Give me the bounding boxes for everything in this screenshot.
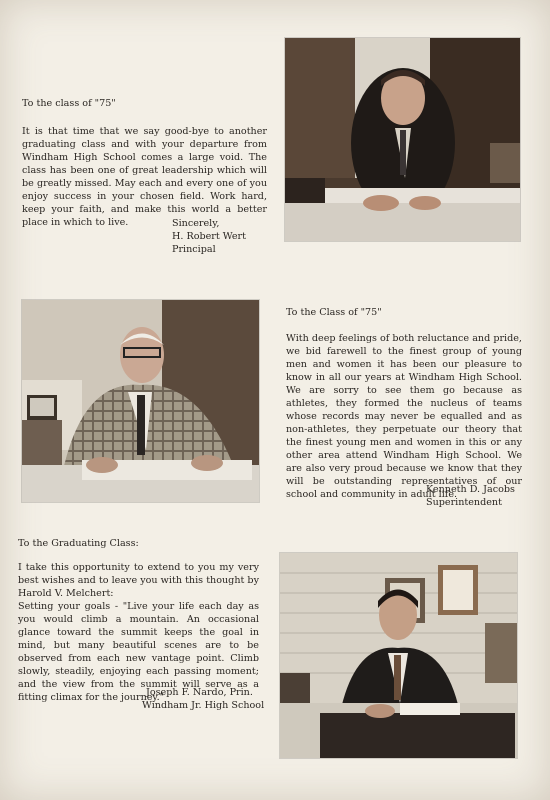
letter2-title: Superintendent: [426, 497, 502, 508]
principal-photo: [285, 38, 520, 241]
superintendent-photo: [22, 300, 259, 502]
letter3-signature: [142, 686, 264, 712]
letter3-quote: Setting your goals - "Live your life each day as you would climb a mountain. An occasional glance toward the summit keeps the goal in mind, but many beautiful scenes are to be observed from each new vantage point. Climb slowly, steadily, enjoying each passing moment; and the view from the summit will serve as a fitting climax for the journey.": [18, 601, 259, 703]
letter2-signature: [426, 483, 515, 509]
letter3-text: [18, 561, 259, 704]
letter1-name: H. Robert Wert: [172, 231, 246, 242]
letter2-heading: To the Class of "75": [286, 307, 382, 318]
jr-high-principal-photo: [280, 553, 517, 758]
letter3-title: Windham Jr. High School: [142, 700, 265, 711]
letter2-body: With deep feelings of both reluctance and pride, we bid farewell to the finest group of young men and women it has been our pleasure to know in all our years at Windham High School. We are sorry to see them go because as athletes, they formed the nucleus of teams whose records may never be equalled and as non-athletes, they perpetuate our theory that the finest young men and women in this or any other area attend Windham High School. We are also very proud because we know that they will be outstanding representatives of our school and community in adult life.: [286, 333, 522, 500]
letter1-body: It is that time that we say good-bye to another graduating class and with your departure from Windham High School comes a large void. The class has been one of great leadership which will be greatly missed. May each and every one of you enjoy success in your chosen field. Work hard, keep your faith, and make this world a better place in which to live.: [22, 126, 267, 228]
letter3-body: I take this opportunity to extend to you my very best wishes and to leave you with this thought by Harold V. Melchert:: [18, 562, 259, 599]
letter3-name: Joseph F. Nardo, Prin.: [146, 687, 253, 698]
letter1-signature: [172, 217, 246, 256]
letter1-title: Principal: [172, 244, 216, 255]
letter2-name: Kenneth D. Jacobs: [426, 484, 515, 495]
letter1-heading: To the class of "75": [22, 98, 116, 109]
letter1-closing: Sincerely,: [172, 218, 220, 229]
letter3-heading: To the Graduating Class:: [18, 538, 139, 549]
